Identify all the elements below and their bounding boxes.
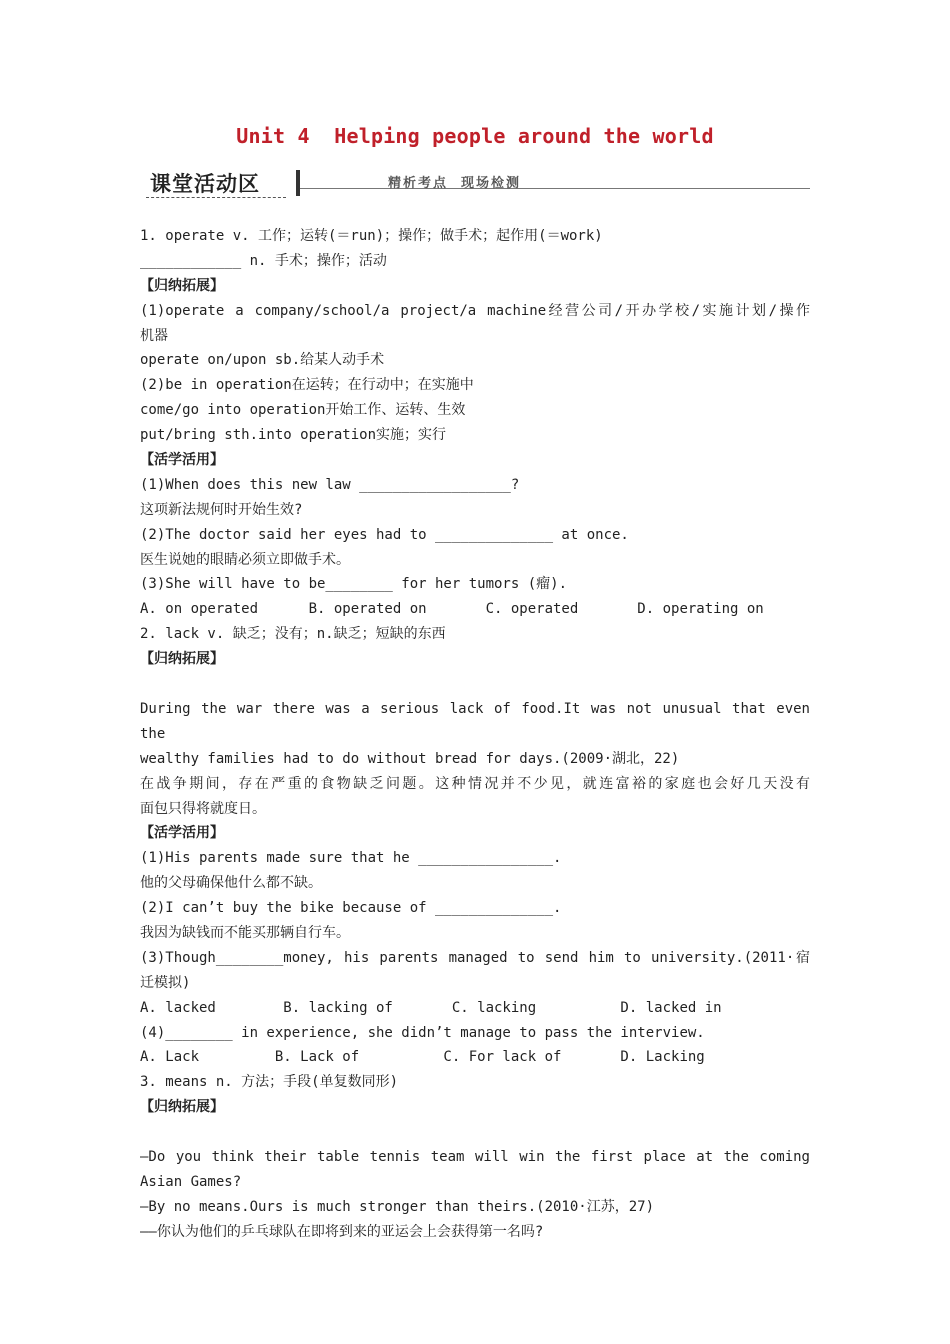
text-line: (1)When does this new law __________________? bbox=[140, 476, 520, 493]
banner-rule bbox=[300, 188, 810, 189]
section-banner bbox=[140, 166, 812, 202]
section-tag: 【归纳拓展】 bbox=[140, 277, 224, 294]
text-line: ____________ n. 手术；操作；活动 bbox=[140, 252, 387, 269]
text-line: 我因为缺钱而不能买那辆自行车。 bbox=[140, 925, 350, 941]
text-line: 2. lack v. 缺乏；没有；n.缺乏；短缺的东西 bbox=[140, 626, 446, 643]
section-tag: 【活学活用】 bbox=[140, 825, 224, 842]
banner-divider bbox=[296, 170, 300, 196]
text-line: put/bring sth.into operation实施；实行 bbox=[140, 427, 447, 444]
text-line: 机器 bbox=[140, 327, 168, 344]
text-line: 3. means n. 方法；手段(单复数同形) bbox=[140, 1074, 399, 1091]
section-tag: 【活学活用】 bbox=[140, 452, 224, 469]
text-line: 在战争期间，存在严重的食物缺乏问题。这种情况并不少见，就连富裕的家庭也会好几天没有 bbox=[140, 775, 810, 792]
text-line: 迁模拟) bbox=[140, 974, 191, 991]
text-line: —Do you think their table tennis team will win the first place at the coming bbox=[140, 1149, 810, 1166]
section-tag: 【归纳拓展】 bbox=[140, 651, 224, 668]
text-line: (4)________ in experience, she didn’t manage to pass the interview. bbox=[140, 1024, 705, 1041]
text-line: (2)I can’t buy the bike because of ______________. bbox=[140, 900, 562, 917]
text-line: 面包只得将就度日。 bbox=[140, 800, 266, 817]
text-line: (1)His parents made sure that he ________________. bbox=[140, 850, 562, 867]
text-line: ——你认为他们的乒乓球队在即将到来的亚运会上会获得第一名吗? bbox=[140, 1223, 544, 1240]
text-line: wealthy families had to do without bread for days.(2009·湖北，22) bbox=[140, 750, 680, 767]
text-line: During the war there was a serious lack of food.It was not unusual that even the bbox=[140, 700, 810, 742]
blank-line bbox=[140, 672, 810, 697]
text-line: (2)The doctor said her eyes had to ______________ at once. bbox=[140, 526, 629, 543]
page-title: Unit 4 Helping people around the world bbox=[236, 124, 714, 148]
text-line: 医生说她的眼睛必须立即做手术。 bbox=[140, 551, 350, 568]
text-line: 1. operate v. 工作；运转(＝run)；操作；做手术；起作用(＝work) bbox=[140, 228, 603, 244]
text-line: come/go into operation开始工作、运转、生效 bbox=[140, 402, 466, 419]
text-line: (1)operate a company/school/a project/a machine经营公司/开办学校/实施计划/操作 bbox=[140, 302, 810, 319]
document-body bbox=[140, 224, 810, 1245]
text-line: (2)be in operation在运转；在行动中；在实施中 bbox=[140, 377, 474, 394]
banner-label: 课堂活动区 bbox=[150, 172, 260, 196]
banner-underline bbox=[146, 197, 286, 198]
section-tag: 【归纳拓展】 bbox=[140, 1099, 224, 1116]
text-line: A. Lack B. Lack of C. For lack of D. Lacking bbox=[140, 1049, 705, 1066]
text-line: Asian Games? bbox=[140, 1173, 242, 1190]
banner-subtitle: 精析考点 现场检测 bbox=[388, 176, 522, 191]
blank-line bbox=[140, 1120, 810, 1145]
text-line: (3)She will have to be________ for her tumors (瘤). bbox=[140, 576, 568, 593]
text-line: 这项新法规何时开始生效? bbox=[140, 501, 303, 518]
text-line: A. on operated B. operated on C. operated D. operating on bbox=[140, 601, 764, 618]
text-line: (3)Though________money, his parents managed to send him to university.(2011·宿 bbox=[140, 949, 810, 966]
text-line: —By no means.Ours is much stronger than theirs.(2010·江苏，27) bbox=[140, 1198, 655, 1215]
text-line: A. lacked B. lacking of C. lacking D. lacked in bbox=[140, 999, 722, 1016]
text-line: 他的父母确保他什么都不缺。 bbox=[140, 875, 322, 892]
text-line: operate on/upon sb.给某人动手术 bbox=[140, 352, 385, 369]
